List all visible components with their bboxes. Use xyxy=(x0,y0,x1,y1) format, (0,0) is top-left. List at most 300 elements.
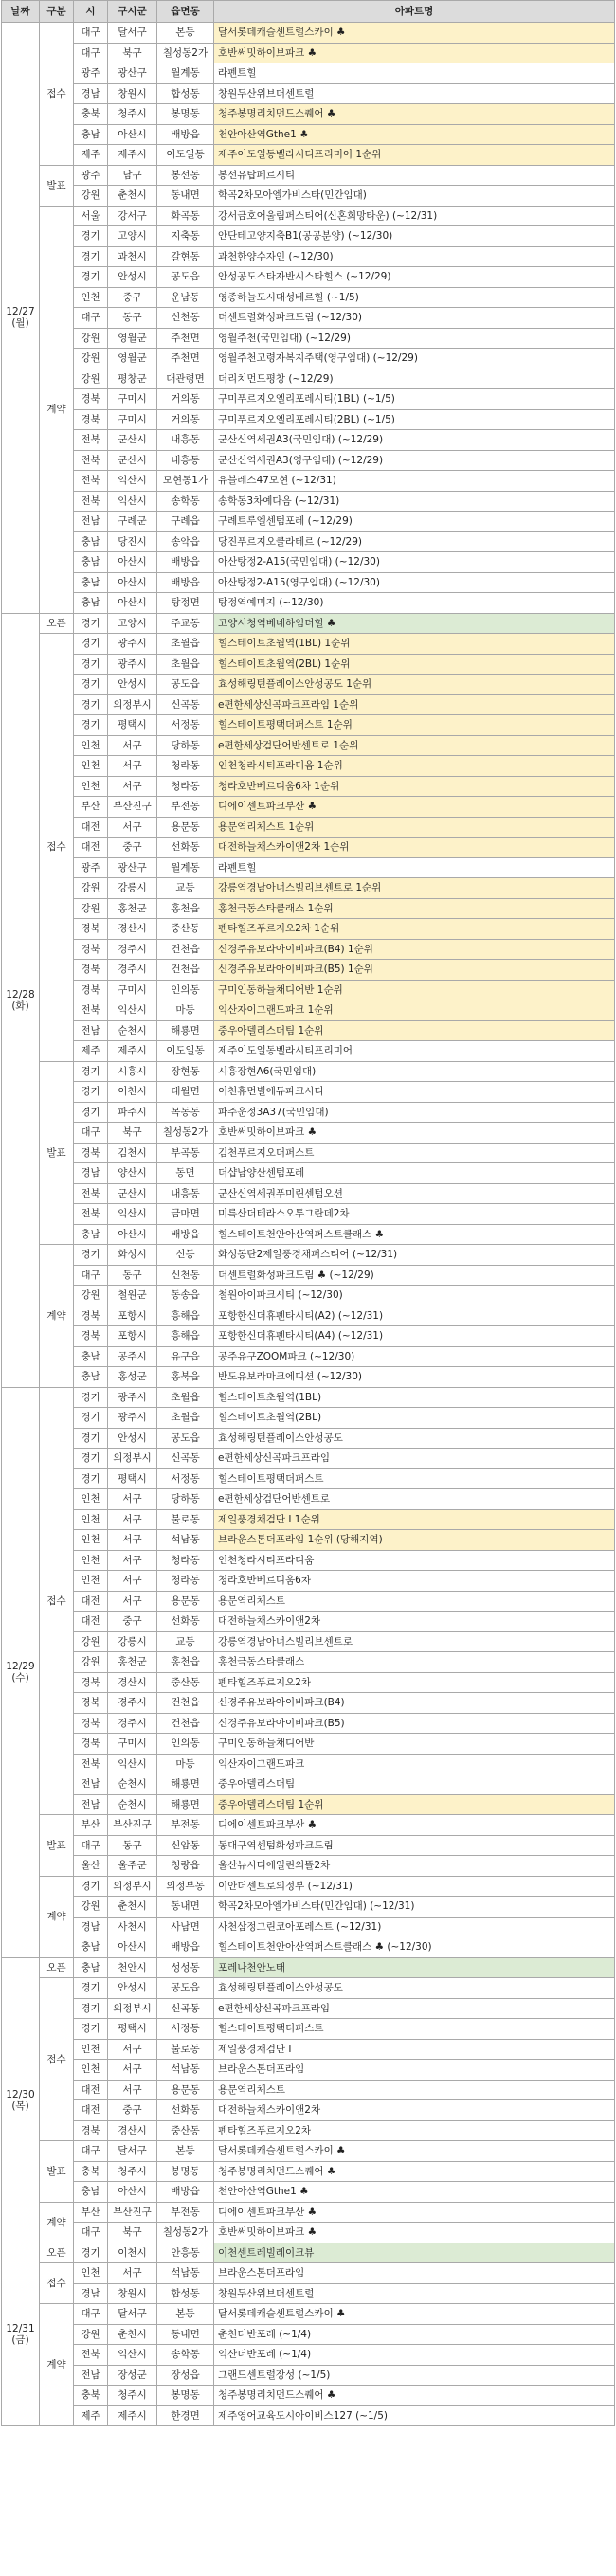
town-cell: 교동 xyxy=(157,1631,214,1652)
city-cell: 강원 xyxy=(74,2324,108,2345)
apartment-cell: 브라운스톤더프라임 xyxy=(214,2263,615,2284)
table-row xyxy=(2,735,615,756)
apartment-cell: 중우아델리스더팀 1순위 xyxy=(214,1020,615,1041)
city-cell: 전북 xyxy=(74,450,108,471)
table-row xyxy=(2,1143,615,1163)
table-row xyxy=(2,2243,615,2263)
district-cell: 당진시 xyxy=(108,531,157,552)
district-cell: 아산시 xyxy=(108,1224,157,1245)
district-cell: 북구 xyxy=(108,43,157,63)
district-cell: 순천시 xyxy=(108,1020,157,1041)
table-row xyxy=(2,308,615,329)
type-cell: 계약 xyxy=(40,1876,74,1957)
table-row xyxy=(2,1306,615,1326)
city-cell: 인천 xyxy=(74,1530,108,1551)
city-cell: 대구 xyxy=(74,1265,108,1286)
apartment-cell: 화성동탄2제일풍경채퍼스티어 (~12/31) xyxy=(214,1245,615,1266)
table-row xyxy=(2,1468,615,1489)
town-cell: 장성읍 xyxy=(157,2365,214,2386)
city-cell: 경기 xyxy=(74,1998,108,2019)
town-cell: 용문동 xyxy=(157,817,214,838)
district-cell: 경주시 xyxy=(108,1713,157,1734)
table-row xyxy=(2,2365,615,2386)
city-cell: 경북 xyxy=(74,919,108,940)
district-cell: 군산시 xyxy=(108,450,157,471)
subscription-schedule-table xyxy=(1,0,615,2426)
table-row xyxy=(2,2345,615,2366)
table-row xyxy=(2,898,615,919)
apartment-cell: 익산더반포레 (~1/4) xyxy=(214,2345,615,2366)
header-type: 구분 xyxy=(40,1,74,23)
apartment-cell: 효성해링턴플레이스안성공도 xyxy=(214,1978,615,1999)
table-row xyxy=(2,1652,615,1673)
town-cell: 선화동 xyxy=(157,1612,214,1632)
town-cell: 서정동 xyxy=(157,715,214,736)
town-cell: 탕정면 xyxy=(157,593,214,614)
town-cell: 갈현동 xyxy=(157,246,214,267)
apartment-cell: 천안아산역Gthe1 ♣ xyxy=(214,2182,615,2203)
town-cell: 청라동 xyxy=(157,1550,214,1571)
table-row xyxy=(2,287,615,308)
table-row xyxy=(2,1449,615,1469)
city-cell: 인천 xyxy=(74,1489,108,1510)
city-cell: 부산 xyxy=(74,797,108,818)
apartment-cell: 김천푸르지오더퍼스트 xyxy=(214,1143,615,1163)
apartment-cell: 힐스테이트평택더퍼스트 xyxy=(214,2019,615,2040)
district-cell: 창원시 xyxy=(108,2283,157,2304)
table-row xyxy=(2,1326,615,1347)
city-cell: 경기 xyxy=(74,1408,108,1429)
table-row xyxy=(2,206,615,226)
apartment-cell: 익산자이그랜드파크 xyxy=(214,1754,615,1774)
city-cell: 충북 xyxy=(74,2386,108,2406)
city-cell: 전남 xyxy=(74,512,108,532)
district-cell: 서구 xyxy=(108,817,157,838)
town-cell: 배방읍 xyxy=(157,552,214,573)
apartment-cell: 브라운스톤더프라임 xyxy=(214,2060,615,2081)
town-cell: 칠성동2가 xyxy=(157,1123,214,1144)
type-cell: 발표 xyxy=(40,165,74,206)
city-cell: 경남 xyxy=(74,83,108,104)
apartment-cell: 브라운스톤더프라임 1순위 (당해지역) xyxy=(214,1530,615,1551)
district-cell: 김천시 xyxy=(108,1143,157,1163)
district-cell: 장성군 xyxy=(108,2365,157,2386)
table-row xyxy=(2,1713,615,1734)
district-cell: 서구 xyxy=(108,1550,157,1571)
table-row xyxy=(2,2386,615,2406)
type-cell: 계약 xyxy=(40,1245,74,1388)
apartment-cell: 달서롯데캐슬센트럴스카이 ♣ xyxy=(214,2141,615,2162)
town-cell: 흥해읍 xyxy=(157,1306,214,1326)
town-cell: 장현동 xyxy=(157,1061,214,1082)
apartment-cell: 신경주유보라아이비파크(B4) 1순위 xyxy=(214,939,615,960)
city-cell: 경남 xyxy=(74,1163,108,1184)
city-cell: 강원 xyxy=(74,349,108,369)
table-row xyxy=(2,1346,615,1367)
apartment-cell: 영월주천고령자복지주택(영구임대) (~12/29) xyxy=(214,349,615,369)
town-cell: 동면 xyxy=(157,1163,214,1184)
city-cell: 경북 xyxy=(74,389,108,410)
table-row xyxy=(2,2060,615,2081)
apartment-cell: e편한세상신곡파크프라임 xyxy=(214,1449,615,1469)
town-cell: 선화동 xyxy=(157,838,214,858)
city-cell: 전북 xyxy=(74,1000,108,1021)
apartment-cell: e편한세상신곡파크프라임 1순위 xyxy=(214,694,615,715)
town-cell: 초월읍 xyxy=(157,1408,214,1429)
table-row xyxy=(2,512,615,532)
city-cell: 대구 xyxy=(74,308,108,329)
district-cell: 경산시 xyxy=(108,2120,157,2141)
town-cell: 중산동 xyxy=(157,1672,214,1693)
city-cell: 경북 xyxy=(74,409,108,430)
apartment-cell: 디에이센트파크부산 ♣ xyxy=(214,2202,615,2223)
apartment-cell: 송학동3차예다음 (~12/31) xyxy=(214,491,615,512)
town-cell: 용문동 xyxy=(157,2080,214,2100)
district-cell: 청주시 xyxy=(108,104,157,125)
table-row xyxy=(2,450,615,471)
district-cell: 평창군 xyxy=(108,369,157,389)
town-cell: 초월읍 xyxy=(157,634,214,655)
apartment-cell: 홍천극동스타클래스 1순위 xyxy=(214,898,615,919)
district-cell: 홍천군 xyxy=(108,898,157,919)
apartment-cell: 더리치먼드평창 (~12/29) xyxy=(214,369,615,389)
table-row xyxy=(2,1204,615,1225)
table-row xyxy=(2,1754,615,1774)
town-cell: 신곡동 xyxy=(157,1998,214,2019)
district-cell: 아산시 xyxy=(108,552,157,573)
apartment-cell: 힐스테이트초월역(1BL) xyxy=(214,1387,615,1408)
town-cell: 신암동 xyxy=(157,1835,214,1856)
apartment-cell: 영월주천(국민임대) (~12/29) xyxy=(214,328,615,349)
town-cell: 유구읍 xyxy=(157,1346,214,1367)
town-cell: 목동동 xyxy=(157,1102,214,1123)
town-cell: 공도읍 xyxy=(157,267,214,288)
type-cell: 발표 xyxy=(40,2141,74,2203)
district-cell: 아산시 xyxy=(108,1937,157,1958)
table-row xyxy=(2,715,615,736)
table-row xyxy=(2,471,615,492)
district-cell: 중구 xyxy=(108,287,157,308)
apartment-cell: 구미푸르지오엘리포레시티(2BL) (~1/5) xyxy=(214,409,615,430)
town-cell: 건천읍 xyxy=(157,1693,214,1714)
town-cell: 교동 xyxy=(157,878,214,899)
town-cell: 청라동 xyxy=(157,1571,214,1592)
district-cell: 홍성군 xyxy=(108,1367,157,1388)
town-cell: 부전동 xyxy=(157,797,214,818)
city-cell: 전남 xyxy=(74,1774,108,1795)
apartment-cell: 호반써밋하이브파크 ♣ xyxy=(214,43,615,63)
city-cell: 경북 xyxy=(74,1143,108,1163)
district-cell: 철원군 xyxy=(108,1286,157,1306)
district-cell: 순천시 xyxy=(108,1774,157,1795)
district-cell: 평택시 xyxy=(108,2019,157,2040)
town-cell: 본동 xyxy=(157,23,214,44)
city-cell: 전북 xyxy=(74,471,108,492)
type-cell: 발표 xyxy=(40,1815,74,1877)
apartment-cell: 중우아델리스더팀 xyxy=(214,1774,615,1795)
type-cell: 오픈 xyxy=(40,613,74,634)
city-cell: 경기 xyxy=(74,246,108,267)
apartment-cell: 군산신역세권A3(영구임대) (~12/29) xyxy=(214,450,615,471)
district-cell: 안성시 xyxy=(108,1978,157,1999)
table-row xyxy=(2,1000,615,1021)
table-row xyxy=(2,593,615,614)
town-cell: 서정동 xyxy=(157,2019,214,2040)
city-cell: 대구 xyxy=(74,23,108,44)
city-cell: 대구 xyxy=(74,43,108,63)
town-cell: 거의동 xyxy=(157,409,214,430)
town-cell: 칠성동2가 xyxy=(157,43,214,63)
district-cell: 아산시 xyxy=(108,593,157,614)
table-row xyxy=(2,104,615,125)
apartment-cell: 힐스테이트초월역(1BL) 1순위 xyxy=(214,634,615,655)
city-cell: 제주 xyxy=(74,1041,108,1062)
apartment-cell: 힐스테이트천안아산역퍼스트클래스 ♣ (~12/30) xyxy=(214,1937,615,1958)
apartment-cell: 중우아델리스더팀 1순위 xyxy=(214,1794,615,1815)
district-cell: 천안시 xyxy=(108,1957,157,1978)
apartment-cell: 제일풍경채검단 I xyxy=(214,2039,615,2060)
district-cell: 울주군 xyxy=(108,1856,157,1877)
table-row xyxy=(2,1245,615,1266)
city-cell: 서울 xyxy=(74,206,108,226)
district-cell: 서구 xyxy=(108,776,157,797)
city-cell: 경북 xyxy=(74,1672,108,1693)
town-cell: 중산동 xyxy=(157,919,214,940)
table-row xyxy=(2,1571,615,1592)
apartment-cell: 구례트루엘센텀포레 (~12/29) xyxy=(214,512,615,532)
date-cell xyxy=(2,23,40,614)
district-cell: 광주시 xyxy=(108,654,157,675)
district-cell: 강서구 xyxy=(108,206,157,226)
district-cell: 이천시 xyxy=(108,2243,157,2263)
district-cell: 과천시 xyxy=(108,246,157,267)
apartment-cell: 호반써밋하이브파크 ♣ xyxy=(214,2223,615,2243)
city-cell: 전북 xyxy=(74,2345,108,2366)
city-cell: 경기 xyxy=(74,715,108,736)
table-row xyxy=(2,776,615,797)
apartment-cell: 아산탕정2-A15(국민임대) (~12/30) xyxy=(214,552,615,573)
city-cell: 부산 xyxy=(74,1815,108,1836)
town-cell: 건천읍 xyxy=(157,939,214,960)
city-cell: 인천 xyxy=(74,2263,108,2284)
town-cell: 석남동 xyxy=(157,2263,214,2284)
apartment-cell: 반도유보라마크에디션 (~12/30) xyxy=(214,1367,615,1388)
district-cell: 아산시 xyxy=(108,572,157,593)
type-cell: 계약 xyxy=(40,206,74,613)
city-cell: 전남 xyxy=(74,1020,108,1041)
city-cell: 인천 xyxy=(74,756,108,777)
table-row xyxy=(2,552,615,573)
city-cell: 광주 xyxy=(74,63,108,84)
table-row xyxy=(2,1550,615,1571)
district-cell: 익산시 xyxy=(108,491,157,512)
city-cell: 충북 xyxy=(74,2161,108,2182)
apartment-cell: 제일풍경채검단 I 1순위 xyxy=(214,1509,615,1530)
city-cell: 경남 xyxy=(74,2283,108,2304)
table-row xyxy=(2,145,615,166)
town-cell: 인의동 xyxy=(157,980,214,1000)
table-row xyxy=(2,919,615,940)
table-row xyxy=(2,1693,615,1714)
district-cell: 의정부시 xyxy=(108,1449,157,1469)
district-cell: 화성시 xyxy=(108,1245,157,1266)
apartment-cell: 구미푸르지오엘리포레시티(1BL) (~1/5) xyxy=(214,389,615,410)
table-row xyxy=(2,1612,615,1632)
city-cell: 충남 xyxy=(74,1346,108,1367)
town-cell: 해룡면 xyxy=(157,1020,214,1041)
table-row xyxy=(2,1082,615,1103)
town-cell: 송학동 xyxy=(157,2345,214,2366)
district-cell: 익산시 xyxy=(108,2345,157,2366)
table-row xyxy=(2,756,615,777)
apartment-cell: 이천휴먼빌에듀파크시티 xyxy=(214,1082,615,1103)
town-cell: 대월면 xyxy=(157,1082,214,1103)
table-row xyxy=(2,1631,615,1652)
table-row xyxy=(2,1672,615,1693)
table-row xyxy=(2,1489,615,1510)
district-cell: 광주시 xyxy=(108,1408,157,1429)
apartment-cell: 익산자이그랜드파크 1순위 xyxy=(214,1000,615,1021)
town-cell: 배방읍 xyxy=(157,124,214,145)
district-cell: 서구 xyxy=(108,1489,157,1510)
town-cell: 신동 xyxy=(157,1245,214,1266)
city-cell: 제주 xyxy=(74,2405,108,2426)
apartment-cell: 당진푸르지오클라테르 (~12/29) xyxy=(214,531,615,552)
city-cell: 충북 xyxy=(74,104,108,125)
date-cell xyxy=(2,1387,40,1957)
city-cell: 인천 xyxy=(74,287,108,308)
apartment-cell: 학곡2차모아엘가비스타(민간임대) xyxy=(214,186,615,207)
town-cell: 홍천읍 xyxy=(157,898,214,919)
city-cell: 경기 xyxy=(74,1468,108,1489)
apartment-cell: 펜타힐즈푸르지오2차 xyxy=(214,2120,615,2141)
district-cell: 파주시 xyxy=(108,1102,157,1123)
apartment-cell: 청주봉명리치먼드스퀘어 ♣ xyxy=(214,2386,615,2406)
city-cell: 경북 xyxy=(74,939,108,960)
city-cell: 경기 xyxy=(74,634,108,655)
town-cell: 당하동 xyxy=(157,1489,214,1510)
date-line: (금) xyxy=(11,2333,29,2346)
apartment-cell: 파주운정3A37(국민임대) xyxy=(214,1102,615,1123)
town-cell: 석남동 xyxy=(157,2060,214,2081)
district-cell: 익산시 xyxy=(108,1000,157,1021)
town-cell: 동내면 xyxy=(157,186,214,207)
town-cell: 청라동 xyxy=(157,756,214,777)
city-cell: 경북 xyxy=(74,1326,108,1347)
table-row xyxy=(2,675,615,695)
apartment-cell: 천안아산역Gthe1 ♣ xyxy=(214,124,615,145)
city-cell: 충남 xyxy=(74,593,108,614)
table-row xyxy=(2,572,615,593)
apartment-cell: 디에이센트파크부산 ♣ xyxy=(214,797,615,818)
date-line: (월) xyxy=(11,317,29,330)
city-cell: 경북 xyxy=(74,1734,108,1755)
city-cell: 전북 xyxy=(74,1754,108,1774)
table-row xyxy=(2,1265,615,1286)
table-row xyxy=(2,2304,615,2325)
town-cell: 화곡동 xyxy=(157,206,214,226)
city-cell: 경기 xyxy=(74,226,108,247)
apartment-cell: 군산신역세권A3(국민임대) (~12/29) xyxy=(214,430,615,451)
apartment-cell: 강서금호어울림퍼스티어(신혼희망타운) (~12/31) xyxy=(214,206,615,226)
city-cell: 강원 xyxy=(74,186,108,207)
district-cell: 안성시 xyxy=(108,1428,157,1449)
district-cell: 고양시 xyxy=(108,226,157,247)
apartment-cell: 청라호반베르디움6차 xyxy=(214,1571,615,1592)
table-row xyxy=(2,1734,615,1755)
apartment-cell: 청라호반베르디움6차 1순위 xyxy=(214,776,615,797)
table-row xyxy=(2,1998,615,2019)
apartment-cell: 제주이도일동벨라시티프리미어 xyxy=(214,1041,615,1062)
city-cell: 경북 xyxy=(74,2120,108,2141)
district-cell: 강릉시 xyxy=(108,878,157,899)
apartment-cell: 시흥장현A6(국민임대) xyxy=(214,1061,615,1082)
town-cell: 공도읍 xyxy=(157,1978,214,1999)
table-row xyxy=(2,1041,615,1062)
header-town: 읍면동 xyxy=(157,1,214,23)
apartment-cell: 영종하늘도시대성베르힐 (~1/5) xyxy=(214,287,615,308)
district-cell: 포항시 xyxy=(108,1306,157,1326)
district-cell: 구미시 xyxy=(108,409,157,430)
apartment-cell: 신경주유보라아이비파크(B4) xyxy=(214,1693,615,1714)
district-cell: 홍천군 xyxy=(108,1652,157,1673)
apartment-cell: 사천삼정그린코아포레스트 (~12/31) xyxy=(214,1917,615,1937)
district-cell: 북구 xyxy=(108,1123,157,1144)
town-cell: 동송읍 xyxy=(157,1286,214,1306)
town-cell: 금마면 xyxy=(157,1204,214,1225)
apartment-cell: 라펜트힐 xyxy=(214,857,615,878)
town-cell: 석남동 xyxy=(157,1530,214,1551)
district-cell: 부산진구 xyxy=(108,797,157,818)
district-cell: 서구 xyxy=(108,735,157,756)
table-row xyxy=(2,1794,615,1815)
apartment-cell: 청주봉명리치먼드스퀘어 ♣ xyxy=(214,2161,615,2182)
city-cell: 전남 xyxy=(74,2365,108,2386)
table-row xyxy=(2,2283,615,2304)
table-row xyxy=(2,83,615,104)
apartment-cell: 과천한양수자인 (~12/30) xyxy=(214,246,615,267)
district-cell: 순천시 xyxy=(108,1794,157,1815)
district-cell: 이천시 xyxy=(108,1082,157,1103)
city-cell: 강원 xyxy=(74,1286,108,1306)
city-cell: 충남 xyxy=(74,531,108,552)
table-row xyxy=(2,1428,615,1449)
district-cell: 경산시 xyxy=(108,919,157,940)
city-cell: 인천 xyxy=(74,1509,108,1530)
city-cell: 전북 xyxy=(74,491,108,512)
apartment-cell: 대전하늘채스카이앤2차 xyxy=(214,1612,615,1632)
apartment-cell: 고양시청역베네하임더힐 ♣ xyxy=(214,613,615,634)
city-cell: 대구 xyxy=(74,2223,108,2243)
city-cell: 경기 xyxy=(74,1082,108,1103)
apartment-cell: 더센트럴화성파크드림 ♣ (~12/29) xyxy=(214,1265,615,1286)
city-cell: 충남 xyxy=(74,1937,108,1958)
district-cell: 의정부시 xyxy=(108,694,157,715)
district-cell: 남구 xyxy=(108,165,157,186)
type-cell: 오픈 xyxy=(40,1957,74,1978)
table-row xyxy=(2,43,615,63)
type-cell: 접수 xyxy=(40,1978,74,2141)
district-cell: 서구 xyxy=(108,2039,157,2060)
district-cell: 부산진구 xyxy=(108,2202,157,2223)
table-row xyxy=(2,1123,615,1144)
district-cell: 부산진구 xyxy=(108,1815,157,1836)
table-row xyxy=(2,797,615,818)
district-cell: 안성시 xyxy=(108,675,157,695)
table-row xyxy=(2,857,615,878)
district-cell: 구미시 xyxy=(108,980,157,1000)
city-cell: 대구 xyxy=(74,2304,108,2325)
